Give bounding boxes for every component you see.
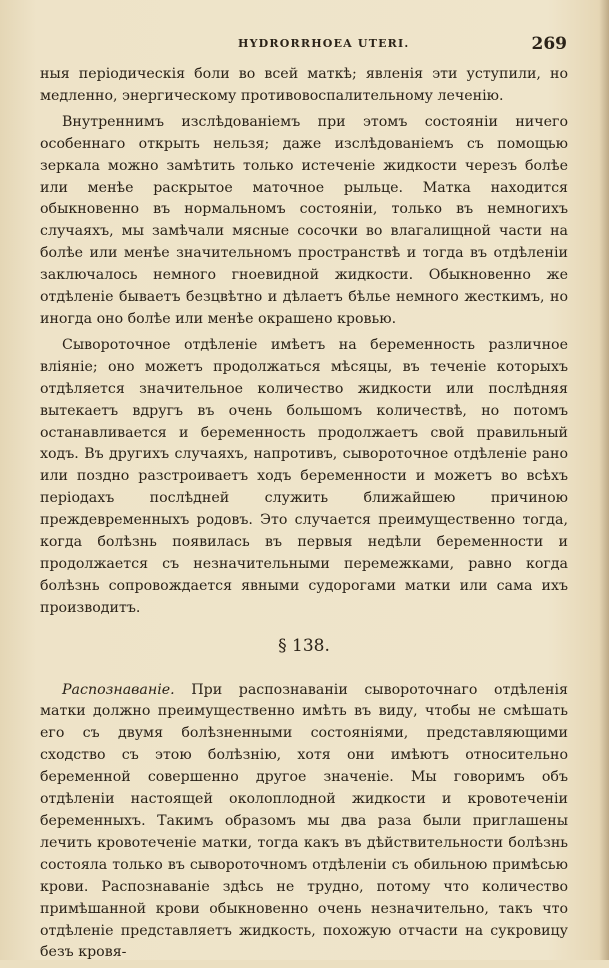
paragraph-pregnancy-influence: Сывороточное отдѣленіе имѣетъ на беременность различное вліяніе; оно можетъ продолжаться мѣсяцы, въ теченіе которыхъ отдѣляется значительное количество жидкости или послѣдняя вытекаетъ вдругъ въ очень большомъ количествѣ, но потомъ останавливается и беременность продолжаетъ свой правильный ходъ. Въ другихъ случаяхъ, напротивъ, сывороточное отдѣленіе рано или поздно разстроиваетъ ходъ беременности и можетъ во всѣхъ періодахъ послѣдней служить ближайшею причиною преждевременныхъ родовъ. Это случается преимущественно тогда, когда болѣзнь появилась въ первыя недѣли беременности и продолжается съ незначительными перемежками, равно когда болѣзнь сопровождается явными судорогами матки или сама ихъ производитъ. xyxy=(40,336,568,616)
page-number: 269 xyxy=(531,34,567,54)
paragraph-internal-examination: Внутреннимъ изслѣдованіемъ при этомъ состояніи ничего особеннаго открыть нельзя; даже изслѣдованіемъ съ помощью зеркала можно замѣтить только истеченіе жидкости черезъ болѣе или менѣе раскрытое маточное рыльце. Матка находится обыкновенно въ нормальномъ состояніи, только въ немногихъ случаяхъ, мы замѣчали мясные сосочки во влагалищной части на болѣе или менѣе значительномъ пространствѣ и тогда въ отдѣленіи заключалось немного гноевидной жидкости. Обыкновенно же отдѣленіе бываетъ безцвѣтно и дѣлаетъ бѣлье немного жесткимъ, но иногда оно болѣе или менѣе окрашено кровью. xyxy=(40,113,568,327)
paragraph-diagnosis xyxy=(40,680,568,965)
diagnosis-text: При распознаваніи сывороточнаго отдѣленія матки должно преимущественно имѣть въ виду, чтобы не смѣшать его съ двумя болѣзненными состояніями, представляющими сходство съ этою болѣзнію, хотя они имѣютъ относительно беременной совершенно другое значеніе. Мы говоримъ объ отдѣленіи настоящей околоплодной жидкости и кровотеченіи беременныхъ. Такимъ образомъ мы два раза были приглашены лечить кровотеченіе матки, тогда какъ въ дѣйствительности болѣзнь состояла только въ сывороточномъ отдѣленіи съ обильною примѣсью крови. Распознаваніе здѣсь не трудно, потому что количество примѣшанной крови обыкновенно очень незначительно, такъ что отдѣленіе представляетъ жидкость, похожую отчасти на сукровицу безъ кровя- xyxy=(40,681,568,961)
page-body xyxy=(40,64,568,968)
diagnosis-lead-term: Распознаваніе. xyxy=(62,681,175,698)
section-heading: § 138. xyxy=(278,635,330,656)
paragraph-continued: ныя періодическія боли во всей маткѣ; явленія эти уступили, но медленно, энергическому противовоспалительному леченію. xyxy=(40,66,568,104)
page-header xyxy=(0,34,609,56)
page-edge-shadow xyxy=(599,0,609,960)
running-title: HYDRORRHOEA UTERI. xyxy=(238,37,410,50)
